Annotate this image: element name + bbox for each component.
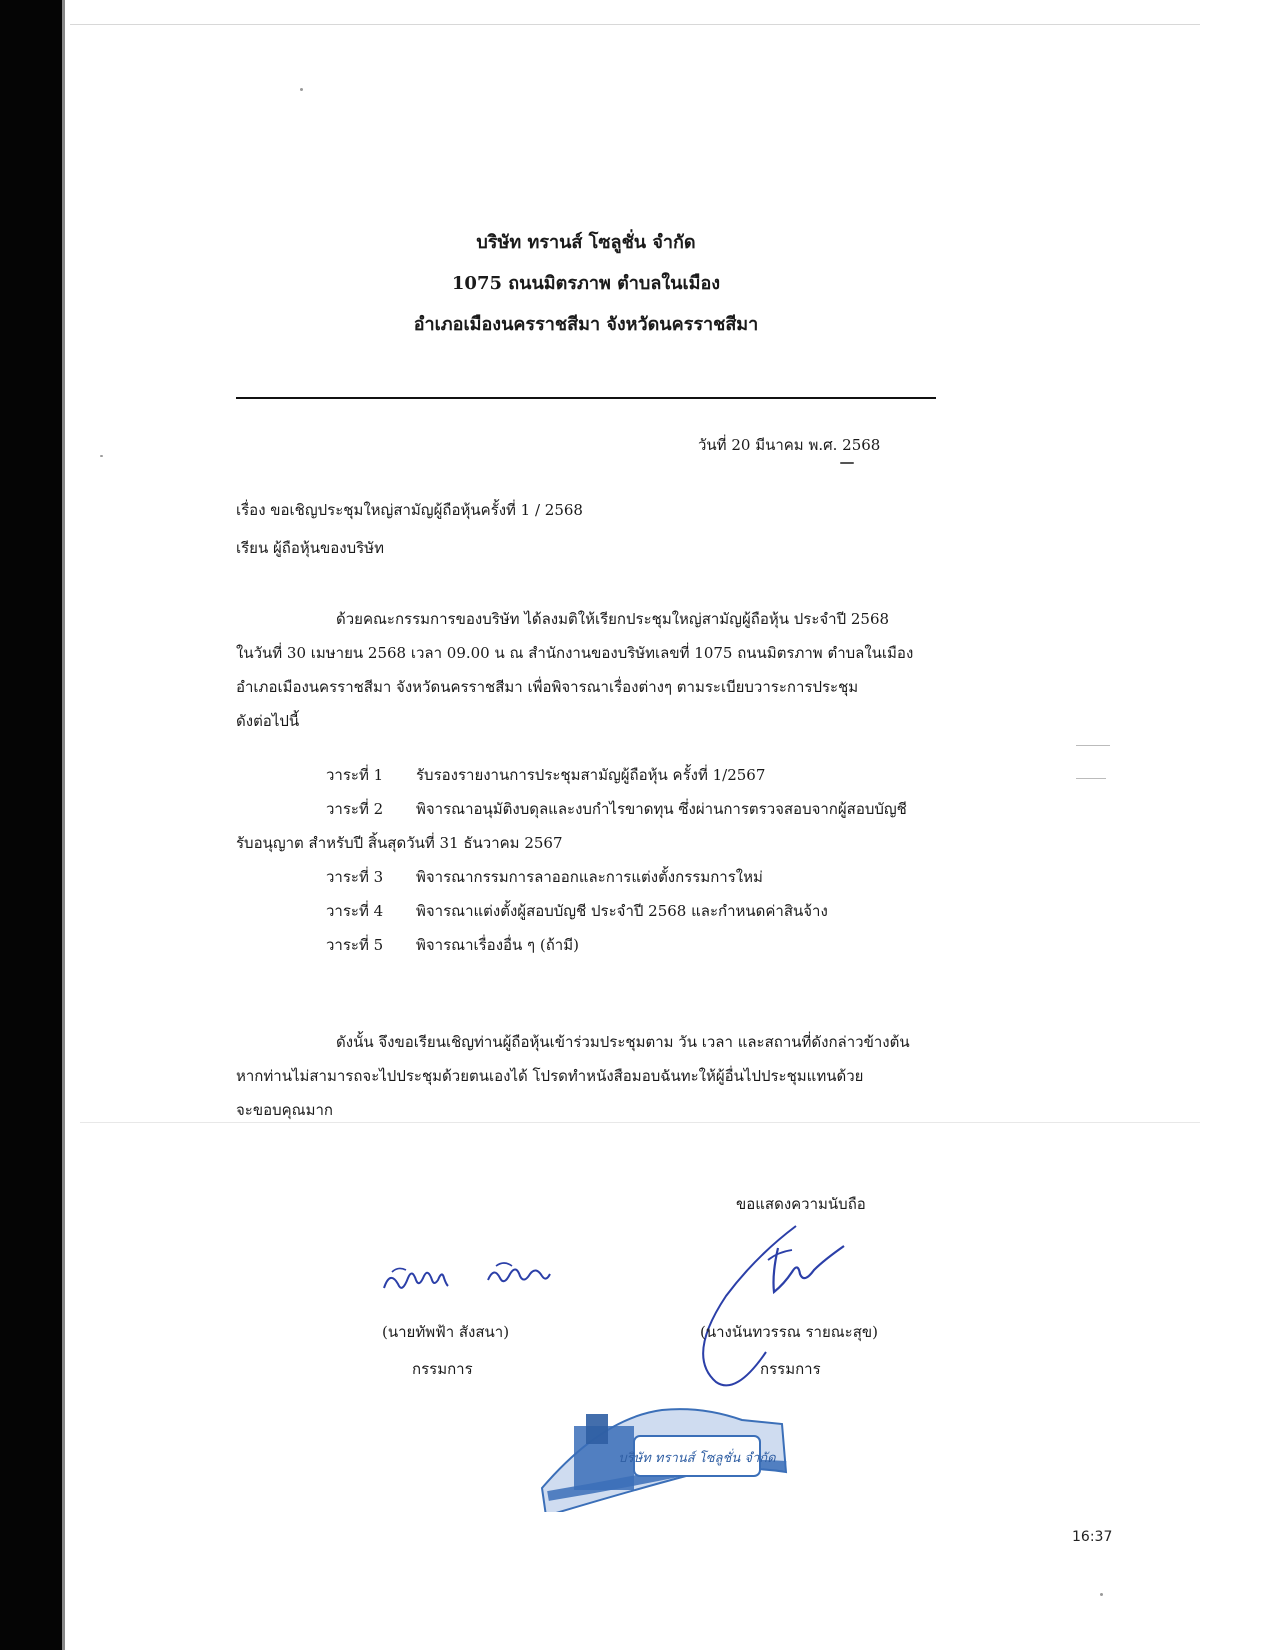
agenda-item bbox=[236, 792, 976, 826]
letter-subject: เรื่อง ขอเชิญประชุมใหญ่สามัญผู้ถือหุ้นครั้งที่ 1 / 2568 bbox=[236, 501, 583, 519]
agenda-text: พิจารณาแต่งตั้งผู้สอบบัญชี ประจำปี 2568 และกำหนดค่าสินจ้าง bbox=[416, 902, 828, 920]
regards-text: ขอแสดงความนับถือ bbox=[736, 1195, 866, 1213]
scan-edge-highlight bbox=[62, 0, 65, 1650]
scan-timestamp: 16:37 bbox=[1072, 1529, 1113, 1545]
body-line: ด้วยคณะกรรมการของบริษัท ได้ลงมติให้เรียกประชุมใหญ่สามัญผู้ถือหุ้น ประจำปี 2568 bbox=[336, 610, 890, 628]
scan-speck bbox=[100, 455, 103, 457]
scan-bleed-line bbox=[1076, 778, 1106, 779]
agenda-item bbox=[236, 894, 976, 928]
signatory-name-right: (นางนันทวรรณ รายณะสุข) bbox=[700, 1323, 878, 1341]
scan-speck bbox=[300, 88, 303, 91]
agenda-text: พิจารณาอนุมัติงบดุลและงบกำไรขาดทุน ซึ่งผ่านการตรวจสอบจากผู้สอบบัญชี bbox=[416, 800, 907, 818]
scan-speck bbox=[1100, 1593, 1103, 1596]
company-address-line2: อำเภอเมืองนครราชสีมา จังหวัดนครราชสีมา bbox=[413, 314, 759, 335]
body-line: อำเภอเมืองนครราชสีมา จังหวัดนครราชสีมา เพื่อพิจารณาเรื่องต่างๆ ตามระเบียบวาระการประชุม bbox=[236, 678, 859, 696]
agenda-item bbox=[236, 758, 976, 792]
agenda-item bbox=[236, 860, 976, 894]
agenda-text: รับรองรายงานการประชุมสามัญผู้ถือหุ้น ครั้งที่ 1/2567 bbox=[416, 766, 766, 784]
agenda-list bbox=[236, 758, 976, 962]
agenda-number: วาระที่ 4 bbox=[326, 902, 384, 920]
agenda-text: พิจารณากรรมการลาออกและการแต่งตั้งกรรมการใหม่ bbox=[416, 868, 763, 886]
signatory-role-left: กรรมการ bbox=[412, 1360, 473, 1378]
letterhead bbox=[236, 230, 936, 353]
signatory-role-right: กรรมการ bbox=[760, 1360, 821, 1378]
agenda-number: วาระที่ 2 bbox=[326, 800, 384, 818]
scan-dark-edge bbox=[0, 0, 62, 1650]
scan-speck bbox=[840, 462, 854, 464]
company-address-line1: 1075 ถนนมิตรภาพ ตำบลในเมือง bbox=[451, 273, 721, 294]
body-line: ดังต่อไปนี้ bbox=[236, 712, 300, 730]
body-line: ในวันที่ 30 เมษายน 2568 เวลา 09.00 น ณ สำนักงานของบริษัทเลขที่ 1075 ถนนมิตรภาพ ตำบลในเมือง bbox=[236, 644, 914, 662]
company-name: บริษัท ทรานส์ โซลูชั่น จำกัด bbox=[476, 232, 696, 253]
agenda-number: วาระที่ 5 bbox=[326, 936, 384, 954]
letterhead-divider bbox=[236, 397, 936, 399]
scan-top-fold bbox=[70, 24, 1200, 25]
letter-body bbox=[236, 602, 976, 738]
stamp-text: บริษัท ทรานส์ โซลูชั่น จำกัด bbox=[618, 1451, 776, 1466]
agenda-text: พิจารณาเรื่องอื่น ๆ (ถ้ามี) bbox=[416, 936, 579, 954]
letter-date: วันที่ 20 มีนาคม พ.ศ. 2568 bbox=[698, 436, 881, 454]
letter-recipient: เรียน ผู้ถือหุ้นของบริษัท bbox=[236, 539, 384, 557]
company-stamp bbox=[534, 1392, 794, 1512]
agenda-item bbox=[236, 928, 976, 962]
signatory-name-left: (นายทัพฟ้า สังสนา) bbox=[382, 1323, 510, 1341]
letter-closing bbox=[236, 1025, 976, 1127]
agenda-number: วาระที่ 3 bbox=[326, 868, 384, 886]
closing-line: จะขอบคุณมาก bbox=[236, 1101, 333, 1119]
scan-bleed-line bbox=[1076, 745, 1110, 746]
handwritten-signature-left bbox=[378, 1250, 568, 1310]
agenda-number: วาระที่ 1 bbox=[326, 766, 384, 784]
closing-line: ดังนั้น จึงขอเรียนเชิญท่านผู้ถือหุ้นเข้าร่วมประชุมตาม วัน เวลา และสถานที่ดังกล่าวข้างต้น bbox=[336, 1033, 910, 1051]
agenda-text-continuation: รับอนุญาต สำหรับปี สิ้นสุดวันที่ 31 ธันวาคม 2567 bbox=[236, 834, 563, 852]
closing-line: หากท่านไม่สามารถจะไปประชุมด้วยตนเองได้ โปรดทำหนังสือมอบฉันทะให้ผู้อื่นไปประชุมแทนด้วย bbox=[236, 1067, 864, 1085]
